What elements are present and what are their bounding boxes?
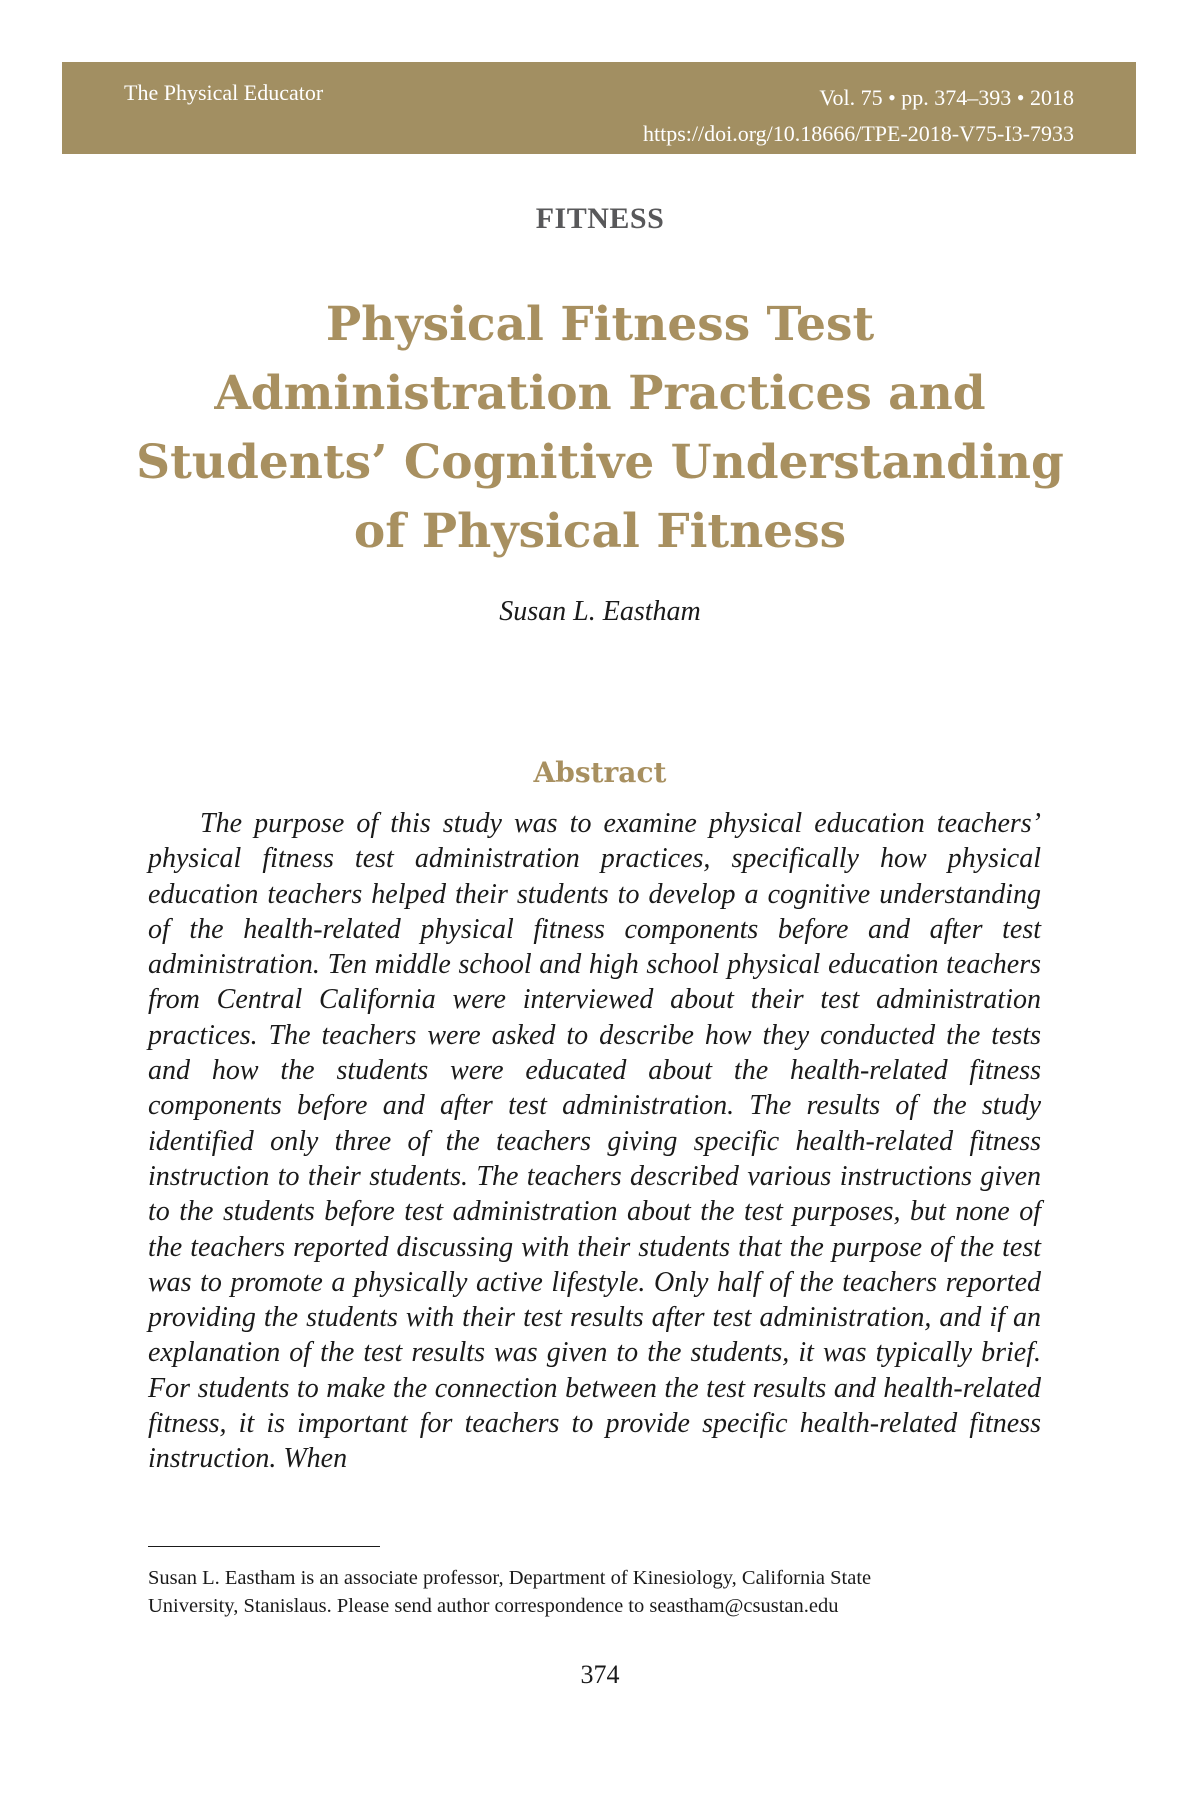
footnote-line: Susan L. Eastham is an associate professor, Department of Kinesiology, California State	[148, 1567, 872, 1589]
citation-info	[643, 80, 1074, 152]
author-name: Susan L. Eastham	[499, 596, 701, 627]
article-title	[100, 290, 1100, 566]
journal-header-band	[62, 62, 1136, 154]
footnote-line: University, Stanislaus. Please send author correspondence to seastham@csustan.edu	[148, 1595, 839, 1617]
title-line: Students’ Cognitive Understanding	[136, 435, 1064, 490]
doi-link[interactable]: https://doi.org/10.18666/TPE-2018-V75-I3-7933	[642, 121, 1074, 146]
title-line: of Physical Fitness	[353, 504, 847, 559]
journal-name: The Physical Educator	[124, 80, 324, 105]
abstract-body	[148, 806, 1041, 1477]
section-label: FITNESS	[535, 202, 665, 235]
abstract-heading: Abstract	[533, 756, 667, 789]
volume-info: Vol. 75 • pp. 374–393 • 2018	[819, 85, 1074, 110]
abstract-text: The purpose of this study was to examine physical education teachers’ physical fitness test administration practices, specifically how physical education teachers helped their students to develop a cognitive understanding of the health-related physical fitness components before and after test administration. Ten middle school and high school physical education teachers from Central California were interviewed about their test administration practices. The teachers were asked to describe how they conducted the tests and how the students were educated about the health-related fitness components before and after test administration. The results of the study identified only three of the teachers giving specific health-related fitness instruction to their students. The teachers described various instructions given to the students before test administration about the test purposes, but none of the teachers reported discussing with their students that the purpose of the test was to promote a physically active lifestyle. Only half of the teachers reported providing the students with their test results after test administration, and if an explanation of the test results was given to the students, it was typically brief. For students to make the connection between the test results and health-related fitness, it is important for teachers to provide specific health-related fitness instruction. When	[148, 808, 1041, 1475]
page-number: 374	[580, 1660, 620, 1689]
footnote-divider	[148, 1546, 380, 1547]
author-footnote	[148, 1564, 1048, 1620]
title-line: Administration Practices and	[214, 366, 986, 421]
title-line: Physical Fitness Test	[325, 297, 875, 352]
